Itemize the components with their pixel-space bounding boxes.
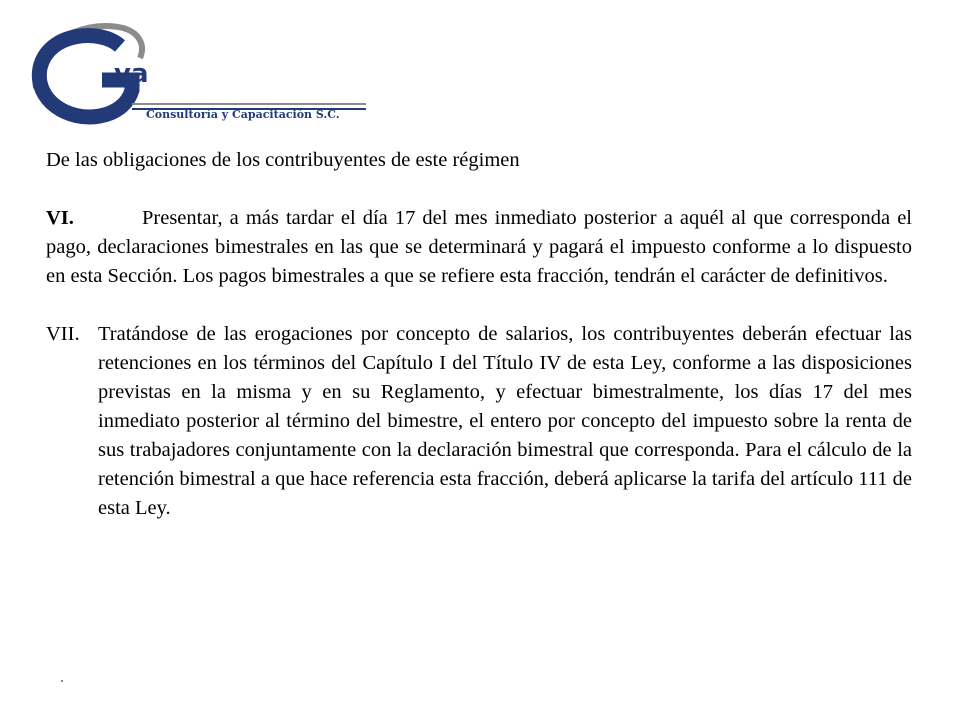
section-vii bbox=[46, 320, 912, 523]
company-logo bbox=[28, 18, 373, 130]
section-heading: De las obligaciones de los contribuyentes de este régimen bbox=[46, 149, 520, 171]
section-vi-text: Presentar, a más tardar el día 17 del mes inmediato posterior a aquél al que corresponda el pago, declaraciones bimestrales en las que se determinará y pagará el impuesto conforme a lo dispuesto en esta Sección. Los pagos bimestrales a que se refiere esta fracción, tendrán el carácter de definitivos. bbox=[46, 207, 912, 287]
section-vi bbox=[46, 204, 912, 291]
logo-letters: va bbox=[114, 59, 149, 89]
section-vii-text: Tratándose de las erogaciones por concepto de salarios, los contribuyentes deberán efectuar las retenciones en los términos del Capítulo I del Título IV de esta Ley, conforme a las disposiciones previstas en la misma y en su Reglamento, y efectuar bimestralmente, los días 17 del mes inmediato posterior al término del bimestre, el entero por concepto del impuesto sobre la renta de sus trabajadores conjuntamente con la declaración bimestral que corresponda. Para el cálculo de la retención bimestral a que hace referencia esta fracción, deberá aplicarse la tarifa del artículo 111 de esta Ley. bbox=[98, 323, 912, 519]
section-vi-numeral: VI. bbox=[46, 207, 74, 229]
document-body bbox=[46, 146, 912, 523]
footer-dot bbox=[61, 680, 63, 682]
section-vii-numeral: VII. bbox=[46, 323, 80, 345]
company-name: Consultoría y Capacitación S.C. bbox=[146, 108, 340, 121]
